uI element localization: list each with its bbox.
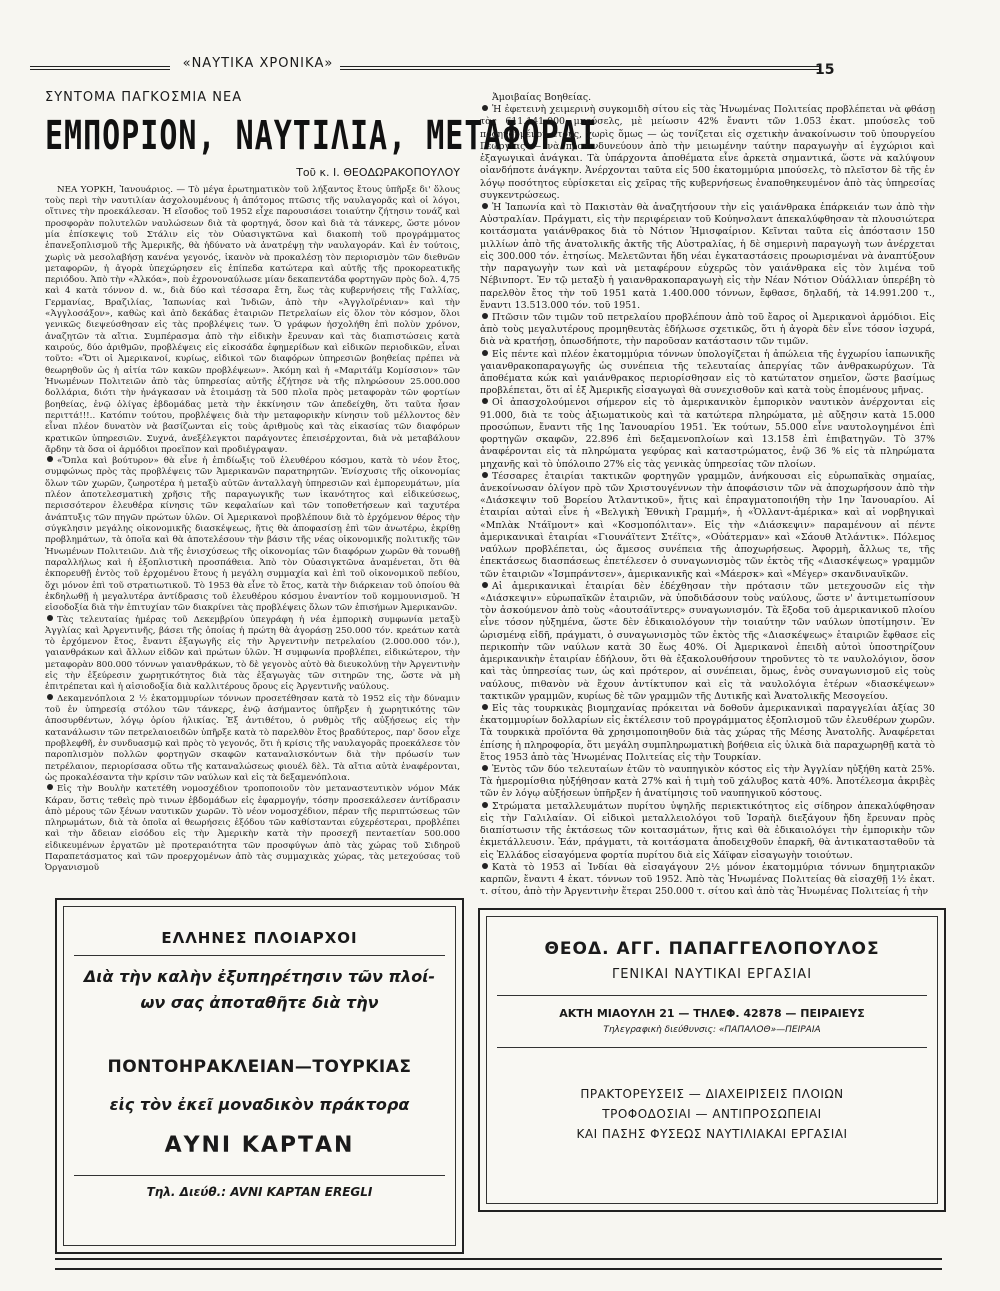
news-item [45, 456, 460, 614]
ad-address: Τηλ. Διεύθ.: AVNI KAPTAN EREGLI [146, 1185, 373, 1199]
paragraph-text: Εἰς πέντε καὶ πλέον ἑκατομμύρια τόννων ὑπολογίζεται ἡ ἀπώλεια τῆς ἐγχωρίου ἰαπωνικῆς γαιανθρακοπαραγωγῆς ὡς συνέπεια τῆς τελευταίας ἀπεργίας τῶν ἀνθρακωρύχων. Τὰ ἀποθέματα κώκ καὶ γαιάνθρακος περιορίσθησαν εἰς τὸ κατώτατον σημεῖον, ὥστε βασίμως προβλέπεται, ὅτι αἱ ἐξ Ἀμερικῆς εἰσαγωγαὶ θὰ συνεχισθοῦν καὶ κατὰ τοὺς ἑπομένους μῆνας. [480, 348, 935, 397]
ad-address: ΑΚΤΗ ΜΙΑΟΥΛΗ 21 — ΤΗΛΕΦ. 42878 — ΠΕΙΡΑΙΕΥΣ [559, 1007, 865, 1020]
news-item [45, 615, 460, 694]
ad-services: ΤΡΟΦΟΔΟΣΙΑΙ — ΑΝΤΙΠΡΟΣΩΠΕΙΑΙ [602, 1107, 822, 1121]
article-headline: ΕΜΠΟΡΙΟΝ, ΝΑΥΤΙΛΙΑ, ΜΕΤΑΦΟΡΑΙ [45, 112, 598, 160]
left-news-items [45, 456, 460, 875]
paragraph-text: Ἡ Ἰαπωνία καὶ τὸ Πακιστὰν θὰ ἀναζητήσουν τὴν εἰς γαιάνθρακα ἐπάρκειάν των ἀπὸ τὴν Αὐστραλίαν. Πράγματι, εἰς τὴν περιφέρειαν τοῦ Κούηνσλαντ ἀπεκαλύφθησαν τὰ πλουσιώτερα κοιτάσματα γαιάνθρακος διὰ τὸ Νότιον Ἡμισφαίριον. Κεῖνται ταῦτα εἰς ἀπόστασιν 150 μιλλίων ἀπὸ τῆς ἀνατολικῆς ἀκτῆς τῆς Αὐστραλίας, ἡ δὲ σημερινὴ παραγωγὴ των ἀνέρχεται εἰς 300.000 τόν. ἐτησίως. Μελετῶνται ἤδη νέαι ἐγκαταστάσεις προωρισμέναι νὰ ἀναπτύξουν τὴν παραγωγὴν των καὶ νὰ μεταφέρουν εὐχερῶς τὸν γαιάνθρακα εἰς τὸν λιμένα τοῦ Νέβινπορτ. Ἐν τῷ μεταξὺ ἡ γαιανθρακοπαραγωγὴ εἰς τὴν Νέαν Νότιον Οὐάλλιαν ὑπερέβη τὸ παρελθὸν ἔτος τὴν τοῦ 1951 κατὰ 1.400.000 τόννων, ἔφθασε, δηλαδή, τὰ 14.991.200 τ., ἔναντι 13.513.000 τόν. τοῦ 1951. [480, 201, 935, 311]
header-rule-right [340, 66, 820, 70]
news-item [45, 694, 460, 785]
paragraph-text: Ἐντὸς τῶν δύο τελευταίων ἐτῶν τὸ ναυπηγικὸν κόστος εἰς τὴν Ἀγγλίαν ηὐξήθη κατὰ 25%. Τὰ ἡμερομίσθια ηὐξήθησαν κατὰ 27% καὶ ἡ τιμὴ τοῦ χάλυβος κατὰ 40%. Ἀποτέλεσμα ἀκριβὲς τῶν ἐν λόγῳ αὐξήσεων ὑπῆρξεν ἡ ἀνατίμησις τοῦ ναυπηγικοῦ κόστους. [480, 764, 935, 800]
section-label: ΣΥΝΤΟΜΑ ΠΑΓΚΟΣΜΙΑ ΝΕΑ [45, 90, 243, 105]
news-item [480, 312, 935, 349]
bullet-icon [47, 456, 53, 462]
news-item [480, 397, 935, 470]
bullet-icon [482, 313, 488, 319]
ad-location: ΠΟΝΤΟΗΡΑΚΛΕΙΑΝ—ΤΟΥΡΚΙΑΣ [107, 1057, 412, 1077]
paragraph-text: Εἰς τὴν Βουλὴν κατετέθη νομοσχέδιον τροποποιοῦν τὸν μεταναστευτικὸν νόμον Μάκ Κάραν, ὅστις τεθεὶς πρὸ τινων ἑβδομάδων εἰς ἐφαρμογήν, τόσην προσεκάλεσεν ἀντίδρασιν ἀπὸ μέρους τῶν ξένων ναυτικῶν χωρῶν. Τὸ νέον νομοσχέδιον, πέραν τῆς περιπτώσεως τῶν πληρωμάτων, διὰ τὰ ὁποῖα αἱ θεωρήσεις ἐξόδου τῶν καθίστανται εὐχερέστεραι, προβλέπει καὶ τὴν ἄδειαν εἰσόδου εἰς τὴν Ἀμερικὴν κατὰ τὴν προσεχῆ πενταετίαν 500.000 εἰδικευμένων ἐργατῶν μὲ προτεραιότητα τῶν προσφύγων ἀπὸ τὰς χώρας τοῦ Σιδηροῦ Παραπετάσματος καὶ τῶν προερχομένων ἀπὸ τὰς συμμαχικὰς χώρας, τὰς μετεχούσας τοῦ Ὀργανισμοῦ [45, 784, 460, 874]
ad-agent-name: ΑΥΝΙ ΚΑΡΤΑΝ [164, 1133, 355, 1158]
ad-services: ΚΑΙ ΠΑΣΗΣ ΦΥΣΕΩΣ ΝΑΥΤΙΛΙΑΚΑΙ ΕΡΓΑΣΙΑΙ [576, 1127, 848, 1141]
news-item [480, 104, 935, 202]
paragraph-text: ΝΕΑ ΥΟΡΚΗ, Ἰανουάριος. — Τὸ μέγα ἐρωτηματικὸν τοῦ λήξαντος ἔτους ὑπῆρξε δι' ὅλους τοὺς περὶ τὴν ναυτιλίαν ἀσχολουμένους ἡ ἀπότομος πτῶσις τῆς ναυλαγορᾶς καὶ οἱ λόγοι, οἵτινες τὴν προεκάλεσαν. Ἡ εἴσοδος τοῦ 1952 εἶχε παρουσιάσει τοιαύτην ζήτησιν τονάζ καὶ προσφορὰν πολυτελῶν ναυλώσεων διὰ τὰ φορτηγά, ὅσον καὶ διὰ τὰ τάνκερς, ὥστε μόνον μία ἐπίσκεψις τοῦ Στάλιν εἰς τὸν Οὐασιγκτῶνα καὶ διακοπὴ τοῦ προγράμματος ἐπανεξοπλισμοῦ τῆς Ἀμερικῆς, θὰ ἠδύνατο νὰ ἀνατρέψῃ τὴν ναυλαγοράν. Καὶ ἐν τούτοις, χωρὶς νὰ μεσολαβήσῃ κανένα γεγονός, ἱκανὸν νὰ προκαλέσῃ τὸν περιορισμὸν τῶν διεθνῶν μεταφορῶν, ἡ ἀγορὰ ὑπεχώρησεν εἰς ἐπίπεδα κατώτερα καὶ αὐτῆς τῆς προκορεατικῆς περιόδου. Ἀπὸ τὴν «Ἀλκόα», ποὺ ἐχρονοναύλωσε μίαν δεκαπεντάδα φορτηγῶν πρὸς δολ. 4,75 καὶ 4 κατὰ τόννον d. w., διὰ δύο καὶ τέσσαρα ἔτη, ἕως τὰς κυβερνήσεις τῆς Γαλλίας, Γερμανίας, Βραζιλίας, Ἰαπωνίας καὶ Ἰνδιῶν, ἀπὸ τὴν «Ἀγγλοϊρένιαν» καὶ τὴν «Ἀγγλοσάξον», καθὼς καὶ ἀπὸ δεκάδας ἑταιριῶν Πετρελαίων εἰς ὅλον τὸν κόσμον, ὅλοι γενικῶς διεψεύσθησαν εἰς τὰς προβλέψεις των. Ὁ γράφων ἠσχολήθη ἐπὶ πολὺν χρόνον, ἀναζητῶν τὰ αἴτια. Συμπέρασμα ἀπὸ τὴν εἰδικὴν ἔρευναν καὶ τὰς διαπιστώσεις κατὰ καιρούς, δύο ἀριθμῶν, προβλέψεις εἰς εἰκοσάδα ἐφημερίδων καὶ εἰδικῶν περιοδικῶν, εἶναι τοῦτο: «Ὅτι οἱ Ἀμερικανοί, κυρίως, εἰδικοὶ τῶν διαφόρων ὑπηρεσιῶν βοηθείας πρέπει νὰ θεωρηθοῦν ὡς ἡ αἰτία τῶν κακῶν προβλέψεων». Ἀκόμη καὶ ἡ «Μαριτάϊμ Κομίσσιον» τῶν Ἡνωμένων Πολιτειῶν ἀπὸ τὰς ὑπηρεσίας αὐτῆς ἐζήτησε νὰ τῆς πληρώσουν 25.000.000 δολλάρια, διότι τὴν ἠνάγκασαν νὰ ἑτοιμάσῃ τὰ 500 πλοῖα πρὸς μεταφορὰν τῶν φορτίων βοηθείας, ἐνῷ ὀλίγας ἑβδομάδας μετὰ τὴν ἐκκίνησιν τῶν ἀπεδείχθη, ὅτι ταῦτα ἦσαν περιττά!!!.. Κατόπιν τούτου, προβλέψεις διὰ τὴν μεταφορικὴν κίνησιν τοῦ μέλλοντος δὲν εἶναι πλέον δυνατὸν νὰ βασίζωνται εἰς τοὺς ἀριθμοὺς καὶ τὰς εἰκασίας τῶν διαφόρων κρατικῶν ὑπηρεσιῶν. Συχνά, ἀνεξέλεγκτοι παράγοντες ἐπεισέρχονται, διὰ νὰ μεταβάλουν ἄρδην τὰ ὅσα οἱ ἁρμόδιοι προεῖπον καὶ προδιέγραψαν. [45, 184, 460, 455]
ad-telegraph: Τηλεγραφικὴ διεύθυνσις: «ΠΑΠΑΛΟΘ»—ΠΕΙΡΑΙΑ [603, 1025, 821, 1035]
right-column [480, 92, 935, 898]
bullet-icon [482, 472, 488, 478]
ad-divider [497, 1047, 927, 1048]
left-paragraphs [45, 185, 460, 457]
article-byline: Τοῦ κ. Ι. ΘΕΟΔΩΡΑΚΟΠΟΥΛΟΥ [296, 166, 460, 180]
ad-frame [63, 906, 456, 1246]
ad-heading: ΕΛΛΗΝΕΣ ΠΛΟΙΑΡΧΟΙ [161, 929, 358, 947]
news-item [480, 862, 935, 899]
ad-text-line: ων σας ἀποταθῆτε διὰ τὴν [140, 993, 379, 1012]
paragraph-text: Τὰς τελευταίας ἡμέρας τοῦ Δεκεμβρίου ὑπεγράφη ἡ νέα ἐμπορικὴ συμφωνία μεταξὺ Ἀγγλίας καὶ Ἀργεντινῆς, βάσει τῆς ὁποίας ἡ πρώτη θὰ ἀγοράσῃ 250.000 τόν. κρεάτων κατὰ τὸ ἐρχόμενον ἔτος, ἔναντι ἐξαγωγῆς εἰς τὴν Ἀργεντινὴν πετρελαίου (2.000.000 τόν.), γαιανθράκων καὶ ἄλλων εἰδῶν καὶ πρώτων ὑλῶν. Ἡ συμφωνία προβλέπει, εἰδικώτερον, τὴν μεταφορὰν 800.000 τόννων γαιανθράκων, τὸ δὲ γεγονὸς αὐτὸ θὰ διευκολύνῃ τὴν Ἀργεντινὴν εἰς τὴν ἐξεύρεσιν χωρητικότητος διὰ τὰς ἐξαγωγὰς τῶν σιτηρῶν της, ὥστε νὰ μὴ ἐπιτρέπεται καὶ ἡ αἰσιοδοξία διὰ καλλιτέρους ὅρους εἰς Ἀργεντινῆς ναύλους. [45, 614, 460, 693]
paragraph-text: Δεκαμενόπλοια 2 ½ ἑκατομμυρίων τόννων προσετέθησαν κατὰ τὸ 1952 εἰς τὴν δύναμιν τοῦ ἐν ὑπηρεσίᾳ στόλου τῶν τάνκερς, ἐνῷ ἀσήμαντος ὑπῆρξεν ἡ χωρητικότης τῶν ἀποσυρθέντων, λόγῳ ὁρίου ἡλικίας. Ἐξ ἀντιθέτου, ὁ ρυθμὸς τῆς αὐξήσεως εἰς τὴν κατανάλωσιν τῶν πετρελαιοειδῶν ὑπῆρξε κατὰ τὸ παρελθὸν ἔτος βραδύτερος, παρ' ὅσον εἶχε προβλεφθῆ, ἐν συνδυασμῷ καὶ πρὸς τὸ γεγονός, ὅτι ἡ κρίσις τῆς ναυλαγορᾶς προεκάλεσε τὸν παροπλισμὸν πολλῶν φορτηγῶν σκαφῶν καταναλισκόντων διὰ τὴν πρόωσίν των πετρέλαιον, περιορίσασα οὕτω τῆς καταναλώσεως φιουέλ δὲλ. Τὰ αἴτια αὐτὰ ἐναφέρονται, ὡς προκαλέσαντα τὴν κρίσιν τῶν ναύλων καὶ εἰς τὰ δεξαμενόπλοια. [45, 693, 460, 783]
article-paragraph [45, 185, 460, 457]
bullet-icon [482, 350, 488, 356]
news-item [480, 703, 935, 764]
news-item [480, 801, 935, 862]
bullet-icon [482, 863, 488, 869]
advertisement-avni-kaptan [55, 898, 464, 1254]
paragraph-text: Τέσσαρες ἑταιρίαι τακτικῶν φορτηγῶν γραμμῶν, ἀνήκουσαι εἰς εὐρωπαϊκὰς σημαίας, ἀνεκοίνωσαν ὀλίγον πρὸ τῶν Χριστουγέννων τὴν ἀποφάσισιν τῶν νὰ ἀποχωρήσουν ἀπὸ τὴν «Διάσκεψιν τοῦ Βορείου Ἀτλαντικοῦ», ἥτις καὶ ἐπραγματοποιήθη τὴν 1ην Ἰανουαρίου. Αἱ ἑταιρίαι αὐταὶ εἶνε ἡ «Βελγικὴ Ἐθνικὴ Γραμμή», ἡ «Ὁλλαντ-ἀμέρικα» καὶ αἱ νορβηγικαὶ «Μπλὰκ Ντάϊμοντ» καὶ «Κοσμοπόλιταν». Εἰς τὴν «Διάσκεψιν» παραμένουν αἱ πέντε ἀμερικανικαὶ ἑταιρίαι «Γιουνάϊτεντ Στέϊτς», «Οὐάτερμαν» καὶ «Σάουθ Ἀτλάντικ». Πόλεμος ναύλων προβλέπεται, ὡς ἄμεσος συνέπεια τῆς ἀποχωρήσεως. Ἀφορμὴ, ἄλλως τε, τῆς ἐπεκτάσεως διασπάσεως ἐπετέλεσεν ὁ συναγωνισμὸς τῶν ἐκτὸς τῆς «Διασκέψεως» γραμμῶν τῶν ἑταιριῶν «Ἰσμπράντσεν», ἀμερικανικῆς καὶ «Μάερσκ» καὶ «Μέγερ» σκανδιναυϊκῶν. [480, 470, 935, 580]
paragraph-text: Κατὰ τὸ 1953 αἱ Ἰνδίαι θὰ εἰσαγάγουν 2½ μόνον ἑκατομμύρια τόννων δημητριακῶν καρπῶν, ἔναντι 4 ἑκατ. τόννων τοῦ 1952. Ἀπὸ τὰς Ἡνωμένας Πολιτείας θὰ εἰσαχθῇ 1½ ἑκατ. τ. σίτου, ἀπὸ τὴν Ἀργεντινὴν ἕτεραι 250.000 τ. σίτου καὶ ἀπὸ τὰς Ἡνωμένας Πολιτείας ἡ τὴν [480, 861, 935, 898]
news-item [45, 784, 460, 875]
bullet-icon [482, 802, 488, 808]
bullet-icon [482, 582, 488, 588]
right-news-items [480, 104, 935, 898]
paragraph-text: Οἱ ἀπασχολούμενοι σήμερον εἰς τὸ ἀμερικανικὸν ἐμπορικὸν ναυτικὸν ἀνέρχονται εἰς 91.000, διὰ τε τοὺς ἀξιωματικοὺς καὶ τὰ κατώτερα πληρώματα, μὲ αὔξησιν κατὰ 15.000 προσώπων, ἔναντι τῆς 1ης Ἰανουαρίου 1951. Ἐκ τούτων, 55.000 εἶνε ναυτολογημένοι ἐπὶ φορτηγῶν σκαφῶν, 22.896 ἐπὶ δεξαμενοπλοίων καὶ 13.158 ἐπὶ ἐπιβατηγῶν. Τὸ 37% ἀναφέρονται εἰς τὰ πληρώματα γεφύρας καὶ καταστρώματος, ἐνῷ 36 % εἰς τὰ πληρώματα μηχανῆς καὶ τὸ ὑπόλοιπο 27% εἰς τὰς γενικὰς ὑπηρεσίας τῶν πλοίων. [480, 397, 935, 470]
bullet-icon [47, 615, 53, 621]
news-item [480, 471, 935, 581]
news-item [480, 349, 935, 398]
bullet-icon [482, 704, 488, 710]
bullet-icon [482, 765, 488, 771]
ad-divider [74, 1175, 445, 1176]
bullet-icon [47, 694, 53, 700]
ad-text-line: εἰς τὸν ἐκεῖ μοναδικὸν πράκτορα [109, 1095, 410, 1114]
header-rule-left [30, 66, 170, 70]
ad-subtitle: ΓΕΝΙΚΑΙ ΝΑΥΤΙΚΑΙ ΕΡΓΑΣΙΑΙ [611, 967, 813, 982]
news-item [480, 202, 935, 312]
bottom-rule [55, 1258, 942, 1270]
ad-frame [486, 916, 938, 1204]
right-paragraphs [480, 92, 935, 104]
paragraph-text: Αἱ ἀμερικανικαὶ ἑταιρίαι δὲν ἐδέχθησαν τὴν πρότασιν τῶν μετεχουσῶν εἰς τὴν «Διάσκεψιν» εὐρωπαϊκῶν ἑταιριῶν, νὰ ὑποδιδάσουν τοὺς ναύλους, ὥστε ν' ἀντιμετωπίσουν τὸν ἀσκούμενον ἀπὸ τοὺς «ἀουτσάϊντερς» συναγωνισμόν. Τὰ ἔξοδα τοῦ ἀμερικανικοῦ πλοίου εἶνε τόσον ηὐξημένα, ὥστε δὲν ἐδικαιολόγουν τὴν τοιαύτην τῶν ναύλων ὑποτίμησιν. Ἐν ὡρισμένᾳ εἰδῆ, πράγματι, ὁ συναγωνισμὸς τῶν ἐκτὸς τῆς «Διασκέψεως» ἑταιριῶν ἔφθασε εἰς περικοπὴν τῶν ναύλων κατὰ 30 ἕως 40%. Οἱ Ἀμερικανοὶ ἐπειδὴ αὐτοὶ ὑποστηρίζουν ἀμερικανικὴν ἑταιρίαν ἐδήλουν, ὅτι θὰ ἐξακολουθήσουν τηροῦντες τὸ τε ναυλολόγιον, ὅσον καὶ τὰς ὑπηρεσίας των, ὡς καὶ πρότερον, αἱ συνέπειαι, ὅμως, ἑνὸς συναγωνισμοῦ εἰς τοὺς ναύλους, πιθανὸν νὰ ἔχουν ἀντίκτυπον καὶ εἰς τὰ ναυλολόγια ἑτέρων «διασκέψεων» τακτικῶν γραμμῶν, κυρίως δὲ τῶν γραμμῶν τῆς Δυτικῆς καὶ Ἀνατολικῆς Μεσογείου. [480, 580, 935, 702]
paragraph-text: Πτῶσιν τῶν τιμῶν τοῦ πετρελαίου προβλέπουν ἀπὸ τοῦ ἔαρος οἱ Ἀμερικανοὶ ἁρμόδιοι. Εἰς ἀπὸ τοὺς μεγαλυτέρους προμηθευτὰς ἐδήλωσε σχετικῶς, ὅτι ἡ ἀγορὰ δὲν εἶνε τόσον ἰσχυρά, διὰ νὰ κρατήσῃ, ὁπωσδήποτε, τὴν παροῦσαν κατάστασιν τῶν τιμῶν. [480, 311, 935, 348]
ad-company-name: ΘΕΟΔ. ΑΓΓ. ΠΑΠΑΓΓΕΛΟΠΟΥΛΟΣ [544, 939, 880, 959]
ad-services: ΠΡΑΚΤΟΡΕΥΣΕΙΣ — ΔΙΑΧΕΙΡΙΣΕΙΣ ΠΛΟΙΩΝ [580, 1087, 844, 1101]
paragraph-text: Εἰς τὰς τουρκικὰς βιομηχανίας πρόκειται νὰ δοθοῦν ἀμερικανικαὶ παραγγελίαι ἀξίας 30 ἑκατομμυρίων δολλαρίων εἰς ἐκτέλεσιν τοῦ προγράμματος ἐξοπλισμοῦ τῶν ἐλευθέρων χωρῶν. Τὰ τουρκικὰ προϊόντα θὰ χρησιμοποιηθοῦν διὰ τὰς χώρας τῆς Μέσης Ἀνατολῆς. Ἀναφέρεται ἐπίσης ἡ πληροφορία, ὅτι μεγάλη συμπληρωματικὴ βοήθεια εἰς ὑλικὰ διὰ παραχωρηθῇ κατὰ τὸ ἔτος 1953 ἀπὸ τὰς Ἡνωμένας Πολιτείας εἰς τὴν Τουρκίαν. [480, 702, 935, 763]
bullet-icon [482, 105, 488, 111]
paragraph-text: «Ὅπλα καὶ βούτυρον» θὰ εἶνε ἡ ἐπιδίωξις τοῦ ἐλευθέρου κόσμου, κατὰ τὸ νέον ἔτος, συμφώνως πρὸς τὰς προβλέψεις τῶν Ἀμερικανῶν παρατηρητῶν. Ἐνίσχυσις τῆς οἰκονομίας ὅλων τῶν χωρῶν, ζωηροτέρα ἡ μεταξὺ αὐτῶν ἀνταλλαγὴ ὑπηρεσιῶν καὶ ἐμπορευμάτων, μία πλέον ἀποτελεσματικὴ χρῆσις τῆς παραγωγικῆς των ἱκανότητος καὶ εἰδικεύσεως, περισσότερον ἐλευθέρα κίνησις τῶν κεφαλαίων καὶ τῶν τοποθετήσεων καὶ ταχυτέρα ἀνάπτυξις τῶν πηγῶν πρώτων ὑλῶν. Οἱ Ἀμερικανοὶ προβλέπουν διὰ τὸ ἐρχόμενον θέρος τὴν σύγκλησιν μεγάλης οἰκονομικῆς διασκέψεως, ἥτις θὰ ἀποφασίσῃ ἐπὶ τῶν ἀνωτέρω, ἐκρίθῃ προβλημάτων, τὰ ὁποῖα καὶ θὰ ἀποτελέσουν τὴν βάσιν τῆς νέας οἰκονομικῆς πολιτικῆς τῶν Ἡνωμένων Πολιτειῶν. Διὰ τῆς ἐνισχύσεως τῆς οἰκονομίας τῶν διαφόρων χωρῶν θὰ τονωθῇ παραλλήλως καὶ ἡ ἐξοπλιστικὴ προσπάθεια. Ἀπὸ τὸν Οὐασιγκτῶνα ἀναμένεται, ὅτι θὰ ἐκπορευθῇ ἐντὸς τοῦ ἐρχομένου ἔτους ἡ μεγάλη συμμαχία καὶ ἐπὶ τοῦ οἰκονομικοῦ πεδίου, ὅχι μόνον ἐπὶ τοῦ στρατιωτικοῦ. Τὸ 1953 θὰ εἶνε τὸ ἔτος, κατὰ τὴν διάρκειαν τοῦ ὁποίου θὰ ἐκδηλωθῇ ἡ μεγαλυτέρα ἀντίδρασις τοῦ ἐλευθέρου κόσμου ἐναντίον τοῦ κομμουνισμοῦ. Ἡ εἰσοδοξία διὰ τὴν ἐπιτυχίαν τῶν διακρίνει τὰς προβλέψεις ὅλων τῶν ἐπισήμων Ἀμερικανῶν. [45, 456, 460, 614]
paragraph-text: Ἡ ἐφετεινὴ χειμερινὴ συγκομιδὴ σίτου εἰς τὰς Ἡνωμένας Πολιτείας προβλέπεται νὰ φθάσῃ τὰς 611.141.000 μπούσελς, μὲ μείωσιν 42% ἔναντι τῶν 1.053 ἑκατ. μπούσελς τοῦ προηγουμένου ἔτους, χωρὶς ὅμως — ὡς τονίζεται εἰς σχετικὴν ἀνακοίνωσιν τοῦ ὑπουργείου Γεωργίας — νὰ προκινδυνεύουν ἀπὸ τὴν μειωμένην ταύτην παραγωγὴν αἱ ἐγχώριοι καὶ ἐξαγωγικαὶ ἀνάγκαι. Τὰ ὑπάρχοντα ἀποθέματα εἶνε ἀρκετὰ σημαντικά, ὥστε νὰ καλύψουν οἱανδήποτε ἀνάγκην. Ἀνέρχονται ταῦτα εἰς 500 ἑκατομμύρια μπούσελς, τὸ πλεῖστον δὲ τῆς ἐν λόγῳ ποσότητος εὑρίσκεται εἰς χεῖρας τῆς κυβερνήσεως ἐναποθηκευμένον ἀπὸ τὰς ὑπηρεσίας συγκεντρώσεως. [480, 104, 935, 201]
page-number: 15 [815, 62, 835, 78]
article-paragraph [480, 92, 935, 104]
advertisement-papaggelopoulos [478, 908, 946, 1212]
news-item [480, 581, 935, 703]
news-item [480, 764, 935, 801]
ad-text-line: Διὰ τὴν καλὴν ἐξυπηρέτησιν τῶν πλοί- [83, 967, 436, 986]
ad-divider [74, 955, 445, 956]
running-title: «ΝΑΥΤΙΚΑ ΧΡΟΝΙΚΑ» [182, 56, 334, 71]
ad-divider [497, 995, 927, 996]
bullet-icon [482, 203, 488, 209]
bullet-icon [482, 398, 488, 404]
paragraph-text: Στρώματα μεταλλευμάτων πυρίτου ὑψηλῆς περιεκτικότητος εἰς σίδηρον ἀπεκαλύφθησαν εἰς τὴν Γαλιλαίαν. Οἱ εἰδικοὶ μεταλλειολόγοι τοῦ Ἰσραὴλ διεξάγουν ἤδη ἔρευναν πρὸς διαπίστωσιν τῆς ἐκτάσεως τῶν κοιτασμάτων, ἥτις καὶ θὰ ἐδικαιολόγει τὴν ἐμπορικὴν τῶν ἐκμετάλλευσιν. Ἐάν, πράγματι, τὰ κοιτάσματα ἀποδειχθοῦν ἐπαρκῆ, θὰ ἀντικατασταθοῦν τὰ εἰς Ἑλλάδος εἰσαγόμενα φορτία πυρίτου διὰ εἰς Χάϊφαν εἰσαγωγὴν τοιούτων. [480, 800, 935, 861]
bullet-icon [47, 784, 53, 790]
paragraph-text: Ἀμοιβαίας Βοηθείας. [492, 92, 592, 103]
